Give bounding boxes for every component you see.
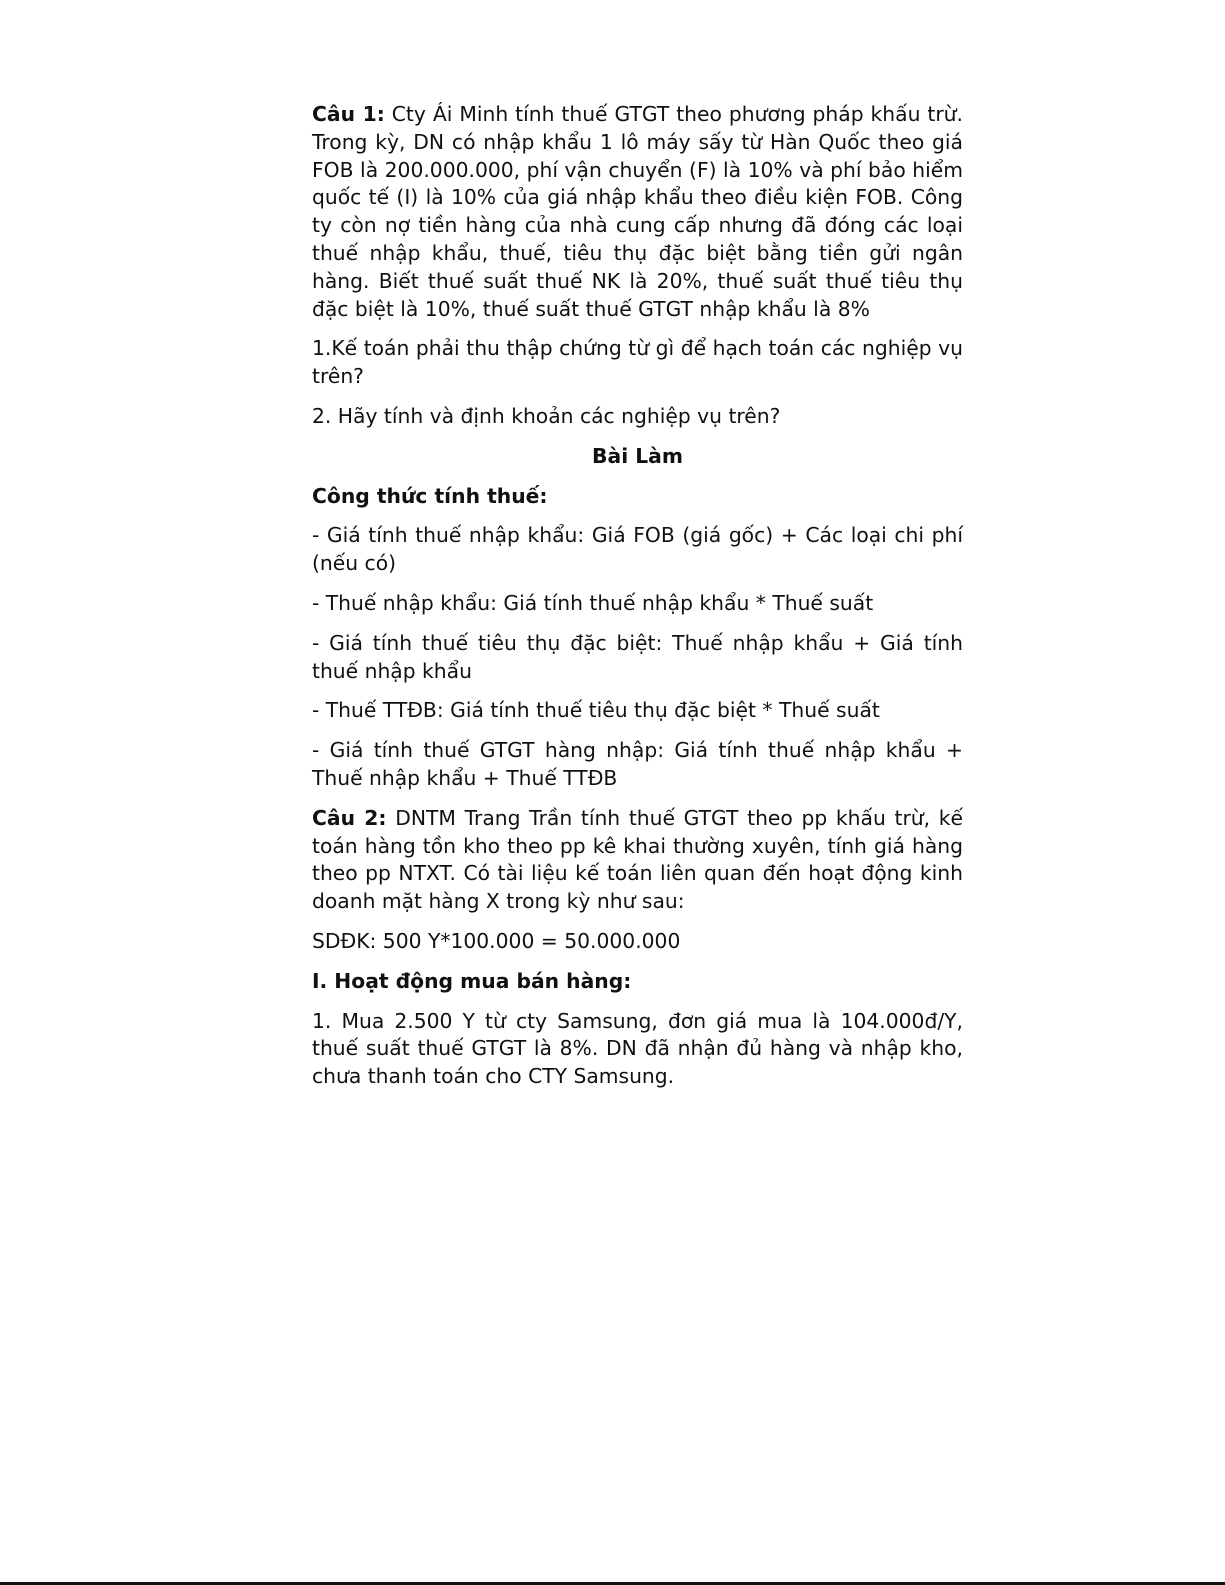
section-heading: I. Hoạt động mua bán hàng: <box>312 968 632 993</box>
document-page <box>312 101 963 1103</box>
cau2-text: DNTM Trang Trần tính thuế GTGT theo pp khấu trừ, kế toán hàng tồn kho theo pp kê khai thường xuyên, tính giá hàng theo pp NTXT. Có tài liệu kế toán liên quan đến hoạt động kinh doanh mặt hàng X trong kỳ như sau: <box>312 805 963 914</box>
formula-item: - Thuế TTĐB: Giá tính thuế tiêu thụ đặc biệt * Thuế suất <box>312 698 880 723</box>
formula-item: - Giá tính thuế GTGT hàng nhập: Giá tính thuế nhập khẩu + Thuế nhập khẩu + Thuế TTĐB <box>312 738 963 790</box>
formula-heading: Công thức tính thuế: <box>312 483 548 508</box>
cau1-question-1: 1.Kế toán phải thu thập chứng từ gì để hạch toán các nghiệp vụ trên? <box>312 336 963 389</box>
cau1-label: Câu 1: <box>312 102 385 126</box>
opening-balance: SDĐK: 500 Y*100.000 = 50.000.000 <box>312 928 681 953</box>
formula-item: - Thuế nhập khẩu: Giá tính thuế nhập khẩu * Thuế suất <box>312 590 874 615</box>
cau2-label: Câu 2: <box>312 805 387 830</box>
formula-item: - Giá tính thuế tiêu thụ đặc biệt: Thuế nhập khẩu + Giá tính thuế nhập khẩu <box>312 630 963 683</box>
cau2-paragraph <box>312 805 963 916</box>
cau1-paragraph <box>312 101 963 323</box>
purchase-item-1: 1. Mua 2.500 Y từ cty Samsung, đơn giá mua là 104.000đ/Y, thuế suất thuế GTGT là 8%. DN đã nhận đủ hàng và nhập kho, chưa thanh toán cho CTY Samsung. <box>312 1008 963 1089</box>
bai-lam-title: Bài Làm <box>592 443 683 468</box>
cau1-question-2: 2. Hãy tính và định khoản các nghiệp vụ trên? <box>312 403 781 428</box>
formula-item: - Giá tính thuế nhập khẩu: Giá FOB (giá gốc) + Các loại chi phí (nếu có) <box>312 523 963 576</box>
cau1-text: Cty Ái Minh tính thuế GTGT theo phương pháp khấu trừ. Trong kỳ, DN có nhập khẩu 1 lô máy sấy từ Hàn Quốc theo giá FOB là 200.000.000, phí vận chuyển (F) là 10% và phí bảo hiểm quốc tế (I) là 10% của giá nhập khẩu theo điều kiện FOB. Công ty còn nợ tiền hàng của nhà cung cấp nhưng đã đóng các loại thuế nhập khẩu, thuế, tiêu thụ đặc biệt bằng tiền gửi ngân hàng. Biết thuế suất thuế NK là 20%, thuế suất thuế tiêu thụ đặc biệt là 10%, thuế suất thuế GTGT nhập khẩu là 8% <box>312 102 963 321</box>
